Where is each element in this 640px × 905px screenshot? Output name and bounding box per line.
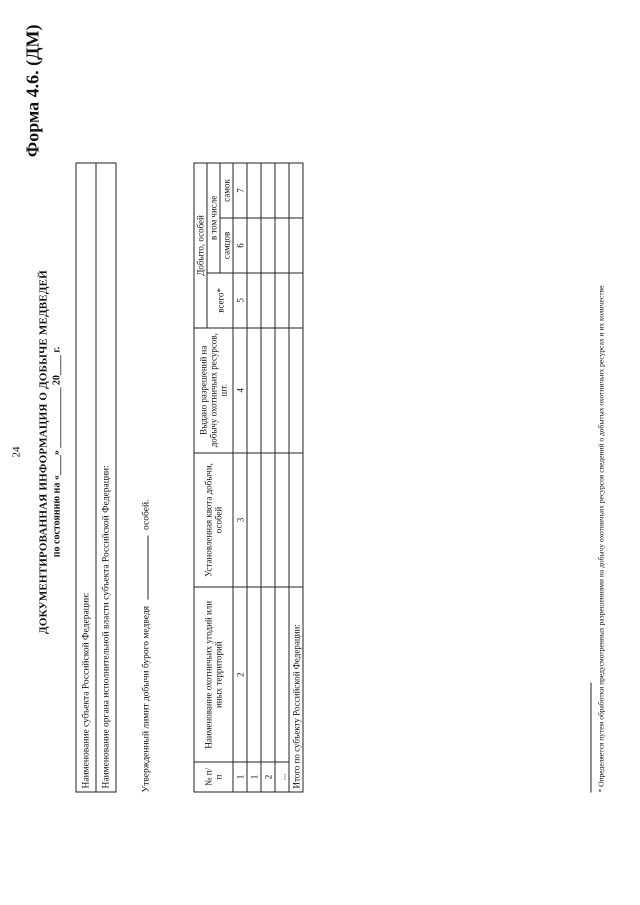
- page-number: 24: [10, 446, 23, 458]
- cell: [247, 163, 261, 218]
- date-line: по состоянию на «____» ____________ 20____ г.: [51, 346, 63, 558]
- total-row: [289, 163, 303, 792]
- header-total: всего*: [207, 273, 233, 328]
- document-title: ДОКУМЕНТИРОВАННАЯ ИНФОРМАЦИЯ О ДОБЫЧЕ МЕДВЕДЕЙ: [37, 270, 50, 634]
- row-number: ...: [275, 762, 289, 792]
- col-number: 7: [233, 163, 247, 218]
- cell: [275, 218, 289, 273]
- footnote: * Определяется путем обработки предусмотренных разрешениями на добычу охотничьих ресурсов сведений о добытых охотничьих ресурсах и их количестве: [596, 285, 606, 793]
- header-num: № п/п: [194, 762, 233, 792]
- total-label: Итого по субъекту Российской Федерации:: [289, 587, 303, 792]
- col-number: 3: [233, 453, 247, 588]
- cell: [275, 587, 289, 762]
- table-row: [275, 163, 289, 792]
- cell: [261, 218, 275, 273]
- col-number: 6: [233, 218, 247, 273]
- cell: [261, 328, 275, 453]
- limit-blank: [148, 536, 149, 600]
- rotated-page: [1, 0, 640, 905]
- cell: [289, 218, 303, 273]
- header-females: самок: [220, 163, 233, 218]
- footnote-divider: [591, 683, 592, 793]
- cell: [261, 453, 275, 588]
- cell: [275, 273, 289, 328]
- col-number: 1: [233, 762, 247, 792]
- cell: [289, 328, 303, 453]
- header-name: Наименование охотничьих угодий или иных территорий: [194, 587, 233, 762]
- cell: [275, 453, 289, 588]
- limit-line: [142, 500, 152, 793]
- form-number: Форма 4.6. (ДМ): [22, 24, 43, 158]
- limit-label: Утвержденный лимит добычи бурого медведя: [141, 605, 152, 793]
- col-number: 4: [233, 328, 247, 453]
- cell: [247, 328, 261, 453]
- subject-name-field: Наименование субъекта Российской Федерации:: [76, 163, 96, 792]
- header-including: в том числе: [207, 163, 220, 273]
- cell: [247, 273, 261, 328]
- cell: [275, 328, 289, 453]
- limit-unit: особей.: [141, 499, 152, 530]
- cell: [247, 218, 261, 273]
- harvest-table: [194, 163, 304, 793]
- cell: [275, 163, 289, 218]
- header-harvested: Добыто, особей: [194, 163, 207, 328]
- cell: [289, 273, 303, 328]
- cell: [261, 163, 275, 218]
- header-quota: Установленная квота добычи, особей: [194, 453, 233, 588]
- authority-name-field: Наименование органа исполнительной власти субъекта Российской Федерации:: [96, 163, 116, 792]
- cell: [289, 163, 303, 218]
- cell: [261, 587, 275, 762]
- header-table: [76, 163, 117, 793]
- cell: [261, 273, 275, 328]
- cell: [247, 453, 261, 588]
- col-number: 2: [233, 587, 247, 762]
- table-row: [247, 163, 261, 792]
- header-males: самцов: [220, 218, 233, 273]
- col-number: 5: [233, 273, 247, 328]
- table-row: [261, 163, 275, 792]
- column-number-row: [233, 163, 247, 792]
- cell: [247, 587, 261, 762]
- row-number: 2: [261, 762, 275, 792]
- row-number: 1: [247, 762, 261, 792]
- cell: [289, 453, 303, 588]
- header-permits: Выдано разрешений на добычу охотничьих ресурсов, шт.: [194, 328, 233, 453]
